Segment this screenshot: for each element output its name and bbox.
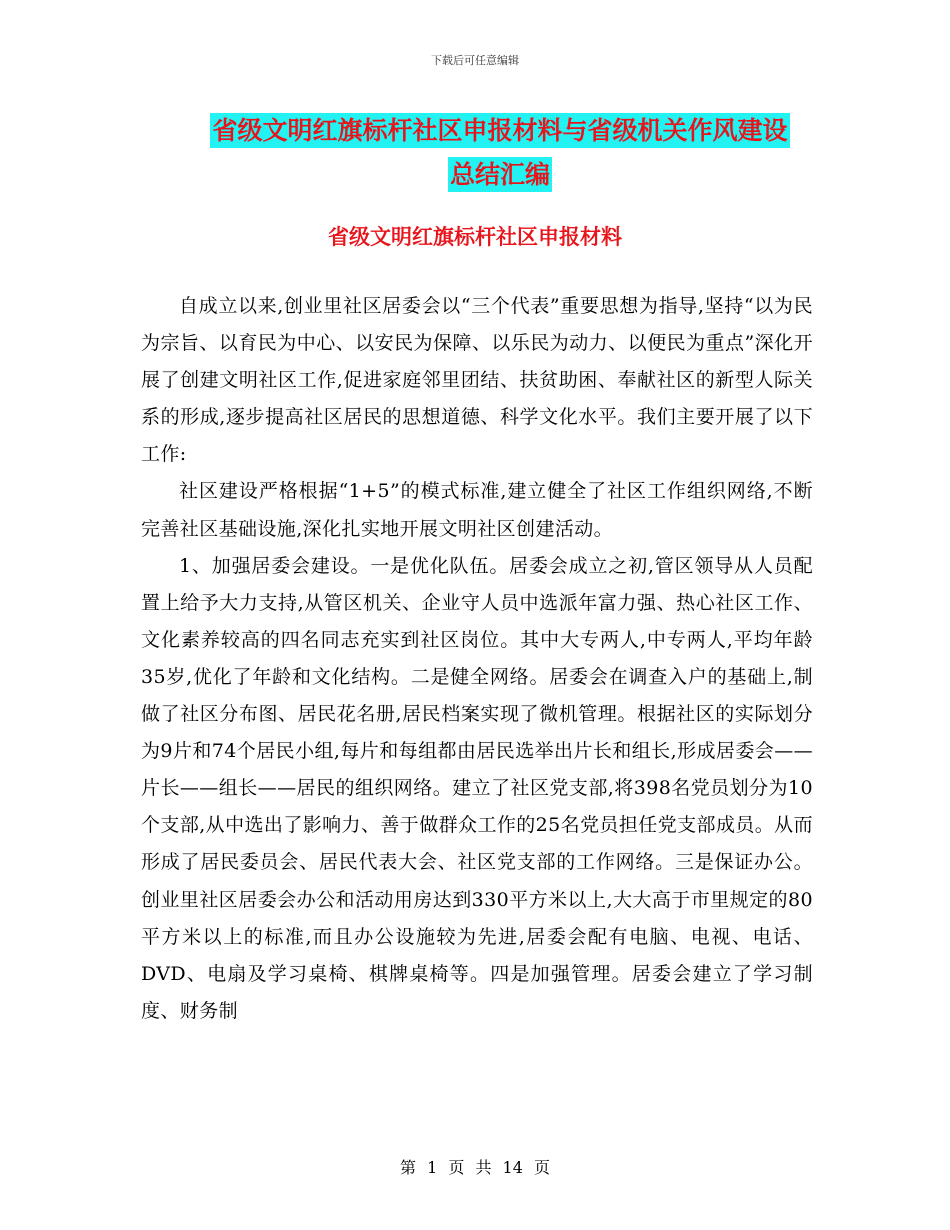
document-body	[141, 288, 813, 1030]
document-title-line-2: 总结汇编	[140, 148, 860, 202]
section-title: 省级文明红旗标杆社区申报材料	[328, 225, 622, 249]
document-title-line-1: 省级文明红旗标杆社区申报材料与省级机关作风建设	[140, 104, 860, 158]
paragraph: 社区建设严格根据“1+5”的模式标准,建立健全了社区工作组织网络,不断完善社区基础设施,深化扎实地开展文明社区创建活动。	[141, 480, 813, 540]
page-header-note: 下载后可任意编辑	[431, 54, 519, 67]
paragraph: 自成立以来,创业里社区居委会以“三个代表”重要思想为指导,坚持“以为民为宗旨、以育民为中心、以安民为保障、以乐民为动力、以便民为重点”深化开展了创建文明社区工作,促进家庭邻里团结、扶贫助困、奉献社区的新型人际关系的形成,逐步提高社区居民的思想道德、科学文化水平。我们主要开展了以下工作:	[141, 295, 813, 466]
paragraph: 1、加强居委会建设。一是优化队伍。居委会成立之初,管区领导从人员配置上给予大力支持,从管区机关、企业守人员中选派年富力强、热心社区工作、文化素养较高的四名同志充实到社区岗位。其中大专两人,中专两人,平均年龄35岁,优化了年龄和文化结构。二是健全网络。居委会在调查入户的基础上,制做了社区分布图、居民花名册,居民档案实现了微机管理。根据社区的实际划分为9片和74个居民小组,每片和每组都由居民选举出片长和组长,形成居委会——片长——组长——居民的组织网络。建立了社区党支部,将398名党员划分为10个支部,从中选出了影响力、善于做群众工作的25名党员担任党支部成员。从而形成了居民委员会、居民代表大会、社区党支部的工作网络。三是保证办公。创业里社区居委会办公和活动用房达到330平方米以上,大大高于市里规定的80平方米以上的标准,而且办公设施较为先进,居委会配有电脑、电视、电话、DVD、电扇及学习桌椅、棋牌桌椅等。四是加强管理。居委会建立了学习制度、财务制	[141, 554, 813, 1022]
page-footer: 第 1 页 共 14 页	[400, 1158, 550, 1177]
